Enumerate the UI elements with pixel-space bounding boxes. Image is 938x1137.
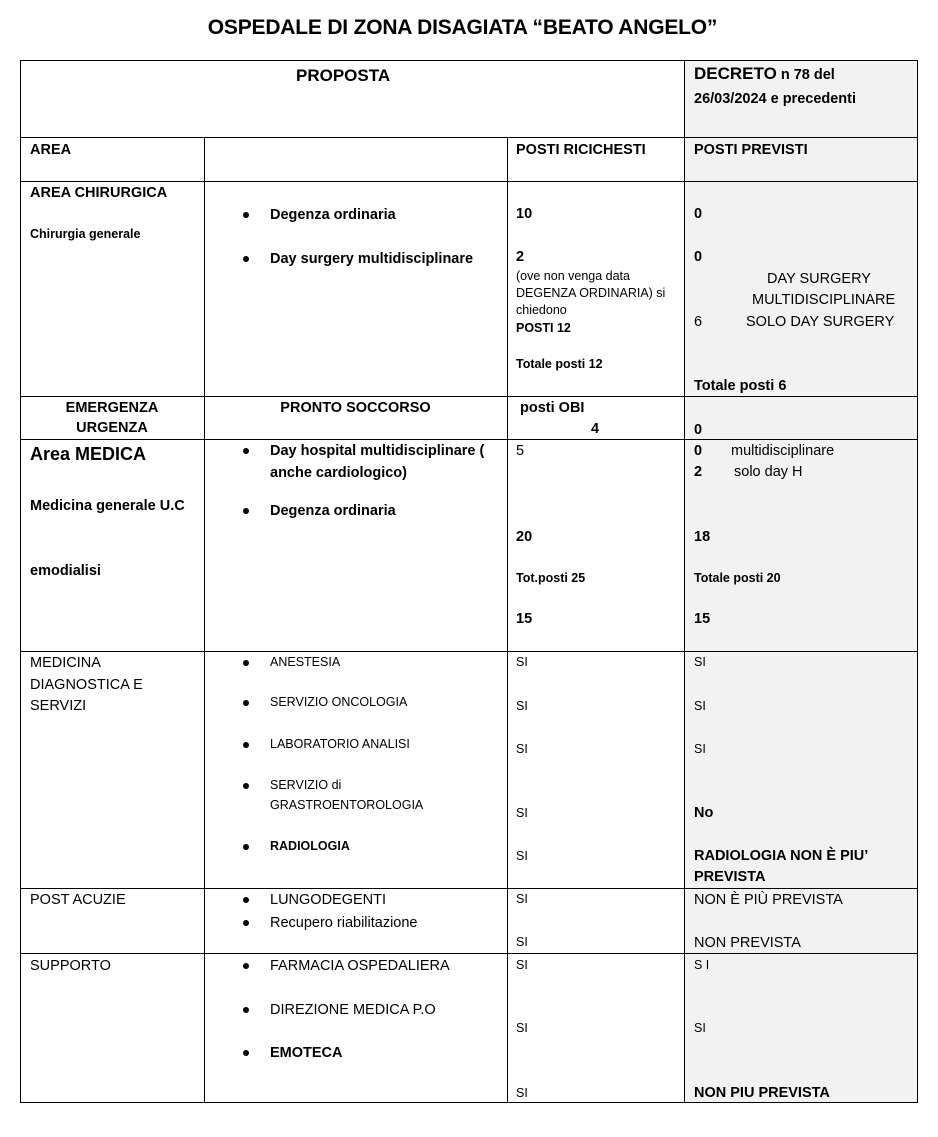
column-line	[204, 137, 205, 1103]
requested-value: SI	[516, 1086, 528, 1100]
planned-total: Totale posti 20	[694, 571, 781, 585]
bullet	[243, 1007, 249, 1013]
requested-value: 20	[516, 529, 533, 545]
row-line	[20, 953, 918, 954]
decreto-label: DECRETO	[694, 64, 777, 83]
planned-value: 18	[694, 529, 711, 545]
bullet	[243, 1050, 249, 1056]
requested-note: POSTI 12	[516, 321, 571, 335]
planned-note: solo day H	[734, 464, 803, 480]
bullet	[243, 256, 249, 262]
requested-total: Tot.posti 25	[516, 571, 586, 585]
planned-value: SI	[694, 1021, 706, 1035]
requested-value: SI	[516, 699, 528, 713]
service-item: DIREZIONE MEDICA P.O	[270, 1002, 436, 1018]
supporto-title: SUPPORTO	[30, 958, 111, 974]
proposta-heading: PROPOSTA	[296, 66, 391, 85]
decreto-heading	[694, 64, 835, 85]
diagnostica-title: MEDICINA	[30, 655, 101, 671]
requested-value: SI	[516, 935, 528, 949]
bullet	[243, 920, 249, 926]
requested-value: SI	[516, 958, 528, 972]
requested-note: DEGENZA ORDINARIA) si	[516, 286, 666, 300]
service-item: Day hospital multidisciplinare (	[270, 443, 485, 459]
urgenza-title: URGENZA	[76, 420, 148, 436]
planned-value: 0	[694, 443, 703, 459]
service-item: ANESTESIA	[270, 655, 341, 669]
planned-note: DAY SURGERY	[767, 271, 871, 287]
service-item: LABORATORIO ANALISI	[270, 737, 410, 751]
requested-value: SI	[516, 892, 528, 906]
requested-total: Totale posti 12	[516, 357, 603, 371]
service-item: anche cardiologico)	[270, 465, 407, 481]
row-line	[20, 888, 918, 889]
requested-value: 4	[591, 421, 600, 437]
service-item: Degenza ordinaria	[270, 207, 396, 223]
planned-note: PREVISTA	[694, 869, 766, 885]
service-item: Degenza ordinaria	[270, 503, 396, 519]
column-header-area: AREA	[30, 142, 72, 158]
requested-value: SI	[516, 655, 528, 669]
area-chirurgica-title: AREA CHIRURGICA	[30, 185, 168, 201]
post-acuzie-title: POST ACUZIE	[30, 892, 126, 908]
service-item: Day surgery multidisciplinare	[270, 251, 474, 267]
planned-total: Totale posti 6	[694, 378, 787, 394]
page-title: OSPEDALE DI ZONA DISAGIATA “BEATO ANGELO”	[207, 16, 718, 39]
planned-value: SI	[694, 699, 706, 713]
pronto-soccorso-label: PRONTO SOCCORSO	[280, 400, 431, 416]
bullet	[243, 897, 249, 903]
column-line	[684, 60, 685, 1103]
bullet	[243, 660, 249, 666]
bullet	[243, 212, 249, 218]
requested-value: 10	[516, 206, 533, 222]
chirurgia-generale-label: Chirurgia generale	[30, 227, 141, 241]
service-item: Recupero riabilitazione	[270, 915, 418, 931]
planned-value: No	[694, 805, 714, 821]
service-item: RADIOLOGIA	[270, 839, 350, 853]
planned-value: 0	[694, 249, 703, 265]
decreto-number: n 78 del	[776, 67, 835, 83]
planned-value: 2	[694, 464, 703, 480]
bullet	[243, 448, 249, 454]
service-item: GRASTROENTOROLOGIA	[270, 798, 424, 812]
requested-value: SI	[516, 806, 528, 820]
bullet	[243, 742, 249, 748]
row-line	[20, 137, 918, 138]
planned-value: NON PREVISTA	[694, 935, 801, 951]
column-line	[507, 137, 508, 1103]
planned-note: multidisciplinare	[731, 443, 835, 459]
requested-value: 15	[516, 611, 533, 627]
area-medica-title: Area MEDICA	[30, 444, 147, 464]
requested-value: 5	[516, 443, 525, 459]
bullet	[243, 844, 249, 850]
planned-value: SI	[694, 655, 706, 669]
planned-value: NON È PIÙ PREVISTA	[694, 892, 843, 908]
emergenza-title: EMERGENZA	[65, 400, 159, 416]
planned-value: 0	[694, 422, 703, 438]
requested-note: (ove non venga data	[516, 269, 630, 283]
planned-value: 0	[694, 206, 703, 222]
bullet	[243, 783, 249, 789]
emodialisi-label: emodialisi	[30, 563, 101, 579]
requested-value: 2	[516, 249, 525, 265]
service-item: SERVIZIO ONCOLOGIA	[270, 695, 408, 709]
column-header-posti-richiesti: POSTI RICICHESTI	[516, 142, 646, 158]
diagnostica-title: SERVIZI	[30, 698, 87, 714]
row-line	[20, 181, 918, 182]
bullet	[243, 508, 249, 514]
medicina-generale-label: Medicina generale U.C	[30, 498, 185, 514]
requested-note: chiedono	[516, 303, 567, 317]
planned-note: SOLO DAY SURGERY	[746, 314, 895, 330]
service-item: EMOTECA	[270, 1045, 343, 1061]
service-item: FARMACIA OSPEDALIERA	[270, 958, 450, 974]
decreto-date: 26/03/2024 e precedenti	[694, 91, 857, 107]
planned-value: 15	[694, 611, 711, 627]
planned-note: MULTIDISCIPLINARE	[752, 292, 896, 308]
planned-note: RADIOLOGIA NON È PIU’	[694, 848, 869, 864]
row-line	[20, 396, 918, 397]
service-item: LUNGODEGENTI	[270, 892, 387, 908]
planned-value: NON PIU PREVISTA	[694, 1085, 830, 1101]
requested-label: posti OBI	[520, 400, 585, 416]
service-item: SERVIZIO di	[270, 778, 342, 792]
requested-value: SI	[516, 1021, 528, 1035]
planned-value: S I	[694, 958, 710, 972]
bullet	[243, 700, 249, 706]
diagnostica-title: DIAGNOSTICA E	[30, 677, 143, 693]
row-line	[20, 439, 918, 440]
row-line	[20, 651, 918, 652]
column-header-posti-previsti: POSTI PREVISTI	[694, 142, 808, 158]
planned-value: 6	[694, 314, 703, 330]
requested-value: SI	[516, 742, 528, 756]
planned-value: SI	[694, 742, 706, 756]
bullet	[243, 963, 249, 969]
requested-value: SI	[516, 849, 528, 863]
